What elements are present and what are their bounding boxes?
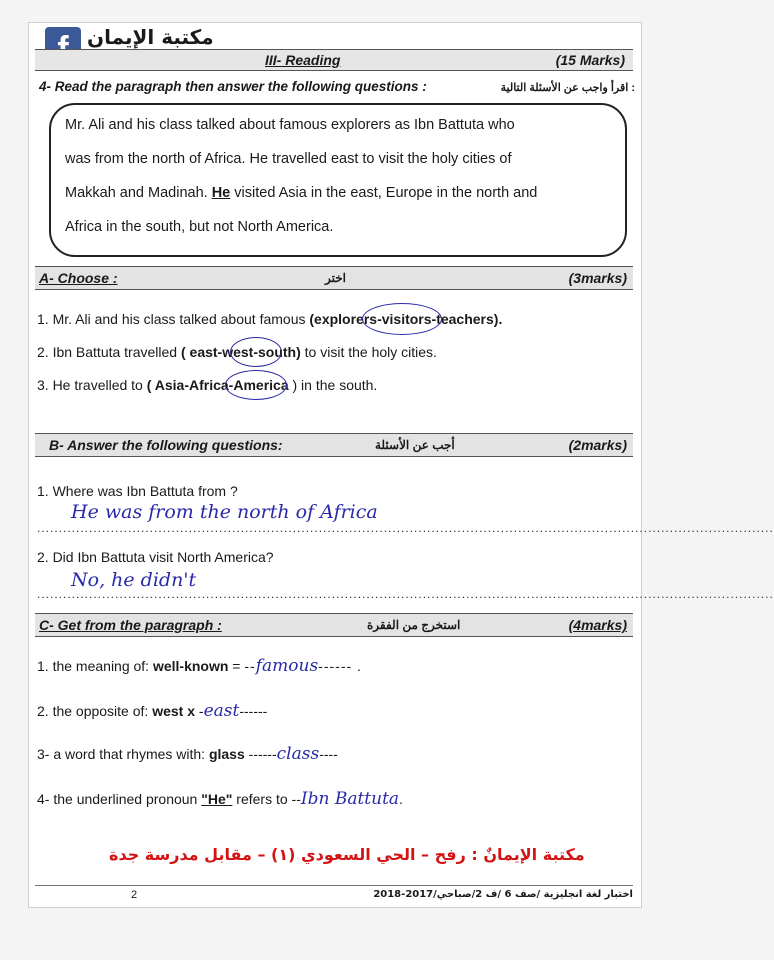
paragraph-line: Africa in the south, but not North America.: [65, 219, 334, 235]
page-number: 2: [131, 889, 138, 901]
answer-circle: [225, 370, 287, 400]
handwritten-answer: famous: [255, 656, 319, 676]
handwritten-answer: east: [203, 701, 240, 721]
question-c1: 1. the meaning of: well-known = --famous------ .: [37, 656, 362, 676]
section-marks: (15 Marks): [555, 52, 625, 68]
section-c-title: C- Get from the paragraph :: [39, 617, 222, 633]
store-advertisement: مكتبة الإيمانٌ : رفح – الحي السعودي (١) – مقابل مدرسة جدة: [109, 845, 585, 864]
exam-info: اختبار لغة انجليزية /صف 6 /ف 2/صباحي/2017-2018: [373, 889, 633, 900]
paragraph-line: Mr. Ali and his class talked about famous explorers as Ibn Battuta who: [65, 117, 515, 133]
section-b-bar: [35, 433, 633, 457]
answer-circle: [362, 303, 442, 335]
answer-line: ..........................................................................................................................................................................: [37, 587, 774, 601]
section-b-title: B- Answer the following questions:: [49, 437, 283, 453]
section-c-title-arabic: استخرج من الفقرة: [367, 618, 461, 632]
handwritten-answer: Ibn Battuta: [300, 789, 400, 809]
underlined-pronoun: He: [211, 185, 231, 201]
question-b1: 1. Where was Ibn Battuta from ?: [37, 483, 238, 499]
handwritten-answer: No, he didn't: [71, 569, 197, 591]
section-b-marks: (2marks): [568, 437, 627, 453]
paragraph-line: Makkah and Madinah. He visited Asia in the east, Europe in the north and: [65, 185, 538, 201]
question-c2: 2. the opposite of: west x -east------: [37, 701, 268, 721]
reading-header-bar: [35, 49, 633, 71]
question-c3: 3- a word that rhymes with: glass ------class----: [37, 744, 338, 764]
paragraph-line: was from the north of Africa. He travelled east to visit the holy cities of: [65, 151, 512, 167]
handwritten-answer: class: [276, 744, 320, 764]
section-title: III- Reading: [265, 52, 341, 68]
question-a2: 2. Ibn Battuta travelled ( east-west-south) to visit the holy cities.: [37, 344, 437, 360]
reading-instruction-arabic: اقرأ واجب عن الأسئلة التالية :: [500, 82, 635, 94]
reading-instruction: 4- Read the paragraph then answer the following questions :: [39, 79, 427, 94]
section-c-bar: [35, 613, 633, 637]
section-c-marks: (4marks): [568, 617, 627, 633]
handwritten-answer: He was from the north of Africa: [71, 501, 378, 523]
question-b2: 2. Did Ibn Battuta visit North America?: [37, 549, 274, 565]
answer-circle: [230, 337, 282, 367]
question-c4: 4- the underlined pronoun "He" refers to --Ibn Battuta.: [37, 789, 403, 809]
reading-paragraph: [49, 103, 627, 257]
footer-divider: [35, 885, 633, 886]
answer-line: ..........................................................................................................................................................................: [37, 521, 774, 535]
section-a-bar: [35, 266, 633, 290]
section-b-title-arabic: أجب عن الأسئلة: [375, 438, 455, 452]
section-a-title: A- Choose :: [39, 270, 118, 286]
section-a-marks: (3marks): [568, 270, 627, 286]
exam-sheet: [28, 22, 774, 908]
store-name: مكتبة الإيمان: [87, 25, 214, 49]
question-a3: 3. He travelled to ( Asia-Africa-America ) in the south.: [37, 377, 378, 393]
question-a1: 1. Mr. Ali and his class talked about famous (explorers-visitors-teachers).: [37, 311, 503, 327]
section-a-title-arabic: اختر: [325, 271, 346, 285]
